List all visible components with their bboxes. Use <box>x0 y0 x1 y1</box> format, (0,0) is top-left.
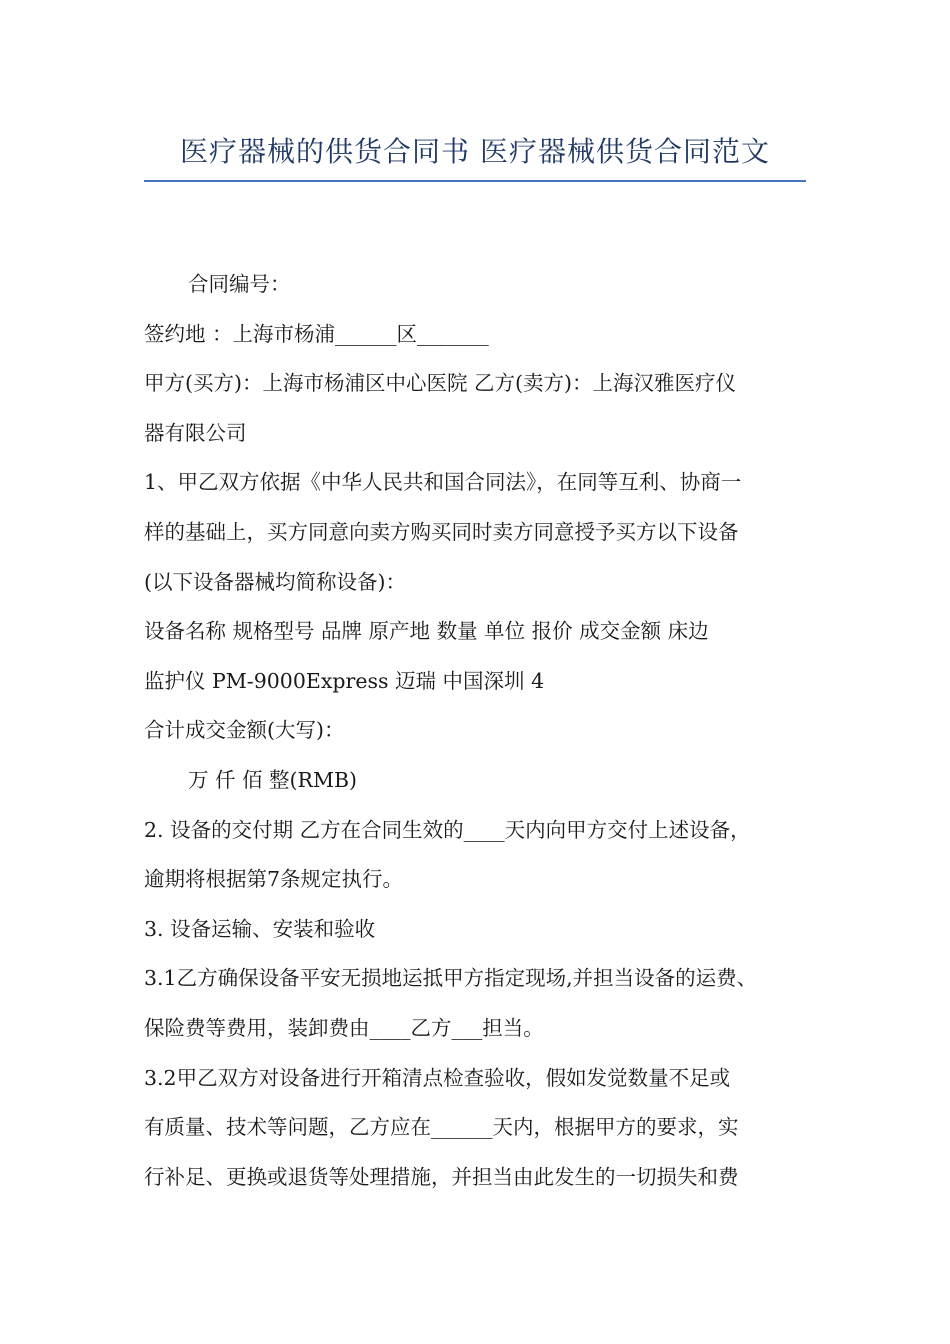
clause-3-2-line-end: 行补足、更换或退货等处理措施，并担当由此发生的一切损失和费 <box>144 1164 739 1189</box>
clause-1-line: 1、甲乙双方依据《中华人民共和国合同法》，在同等互利、协商一 <box>144 470 742 495</box>
equipment-table-header: 设备名称 规格型号 品牌 原产地 数量 单位 报价 成交金额 床边 <box>144 619 709 644</box>
signing-place-line: 签约地 ：上海市杨浦______区_______ <box>144 321 489 346</box>
document-body <box>144 264 814 1206</box>
clause-2-line-cont: 逾期将根据第7条规定执行。 <box>144 867 404 892</box>
clause-3-2-line: 3.2甲乙双方对设备进行开箱清点检查验收，假如发觉数量不足或 <box>144 1065 731 1090</box>
parties-line: 甲方(买方)：上海市杨浦区中心医院 乙方(卖方)：上海汉雅医疗仪 <box>144 371 737 396</box>
total-amount-value: 万 仟 佰 整(RMB) <box>188 767 358 792</box>
clause-3-1-line-cont: 保险费等费用，装卸费由____乙方___担当。 <box>144 1015 544 1040</box>
title-underline <box>144 180 806 182</box>
clause-2-line: 2. 设备的交付期 乙方在合同生效的____天内向甲方交付上述设备， <box>144 817 751 842</box>
document-title: 医疗器械的供货合同书 医疗器械供货合同范文 <box>180 135 770 168</box>
clause-3-1-line: 3.1乙方确保设备平安无损地运抵甲方指定现场,并担当设备的运费、 <box>144 966 758 991</box>
clause-3-heading: 3. 设备运输、安装和验收 <box>144 916 376 941</box>
clause-1-line-cont: 样的基础上，买方同意向卖方购买同时卖方同意授予买方以下设备 <box>144 519 739 544</box>
clause-3-2-line-cont: 有质量、技术等问题，乙方应在______天内，根据甲方的要求，实 <box>144 1115 739 1140</box>
clause-1-line-end: (以下设备器械均简称设备)： <box>144 569 406 594</box>
contract-number-line: 合同编号： <box>188 272 291 296</box>
total-amount-label: 合计成交金额(大写)： <box>144 718 345 743</box>
parties-line-cont: 器有限公司 <box>144 420 247 445</box>
equipment-table-row: 监护仪 PM-9000Express 迈瑞 中国深圳 4 <box>144 668 545 693</box>
